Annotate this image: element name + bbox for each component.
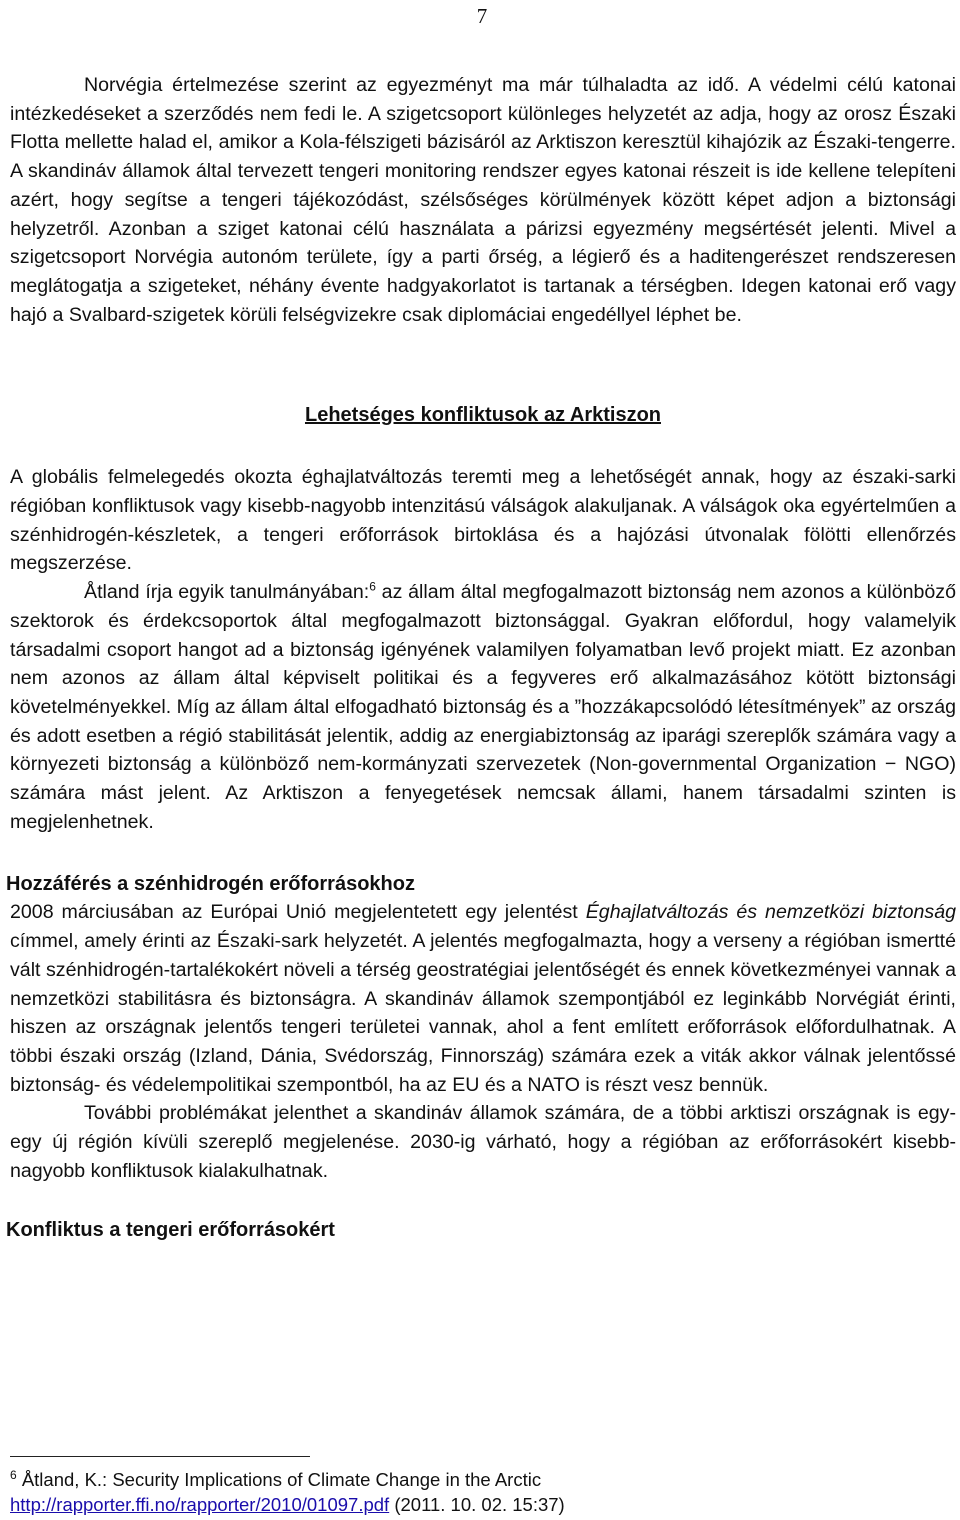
- footnote-citation: Åtland, K.: Security Implications of Climate Change in the Arctic: [16, 1469, 542, 1490]
- paragraph-svalbard: Norvégia értelmezése szerint az egyezményt ma már túlhaladta az idő. A védelmi célú katonai intézkedéseket a szerződés nem fedi le. A szigetcsoport különleges helyzetét az adja, hogy az orosz Északi Flotta mellette halad el, amikor a Kola-félszigeti bázisáról az Arktiszon keresztül kihajózik az Északi-tengerre. A skandináv államok által tervezett tengeri monitoring rendszer egyes katonai részeit is ide kellene telepíteni azért, hogy segítse a tengeri tájékozódást, szélsőséges körülmények között képet adjon a biztonsági helyzetről. Azonban a sziget katonai célú használata a párizsi egyezmény megsértését jelenti. Mivel a szigetcsoport Norvégia autonóm területe, így a parti őrség, a légierő és a haditengerészet rendszeresen meglátogatja a szigeteket, néhány évente hadgyakorlatot is tartanak a térségben. Idegen katonai erő vagy hajó a Svalbard-szigetek körüli felségvizekre csak diplomáciai engedéllyel léphet be.: [10, 74, 956, 326]
- paragraph-further-problems: További problémákat jelenthet a skandináv államok számára, de a többi arktiszi országnak is egy-egy új régión kívüli szereplő megjelenése. 2030-ig várható, hogy a régióban az erőforrásokért kisebb-nagyobb konfliktusok kialakulhatnak.: [10, 1102, 956, 1182]
- footnote-number: 6: [10, 1467, 17, 1482]
- report-title: Éghajlatváltozás és nemzetközi biztonság: [585, 901, 957, 924]
- paragraph-eu-report: [10, 898, 956, 1099]
- footnote-divider: [10, 1456, 310, 1457]
- section-title-conflicts: Lehetséges konfliktusok az Arktiszon: [304, 404, 661, 427]
- paragraph-eu-report-rest: címmel, amely érinti az Északi-sark helyzetét. A jelentés megfogalmazta, hogy a verseny a régióban ismertté vált szénhidrogén-tartalékokért növeli a térség geostratégiai jelentőségét és ennek következményei vannak a nemzetközi stabilitásra és biztonságra. A skandináv államok szempontjából ez leginkább Norvégiát érinti, hiszen az országnak jelentős tengeri területei vannak, ahol a fent említett erőforrások előfordulhatnak. A többi északi ország (Izland, Dánia, Svédország, Finnország) számára ezek a viták akkor válnak jelentőssé biztonság- és védelempolitikai szempontból, ha az EU és a NATO is részt vesz bennük.: [10, 930, 956, 1096]
- paragraph-eu-report-start: 2008 márciusában az Európai Unió megjelentetett egy jelentést: [10, 901, 586, 924]
- paragraph-atland: [10, 578, 956, 836]
- footnote-reference[interactable]: 6: [369, 579, 376, 594]
- heading-marine-resources: Konfliktus a tengeri erőforrásokért: [6, 1218, 335, 1241]
- page-number: 7: [476, 4, 488, 28]
- paragraph-atland-body: az állam által megfogalmazott biztonság nem azonos a különböző szektorok és érdekcsoportok által megfogalmazott biztonsággal. Gyakran előfordul, hogy valamelyik társadalmi csoport hangot ad a biztonság igényének valamilyen folyamatban levő projekt miatt. Ez azonban nem azonos az állam által képviselt politikai és a fegyveres erő alkalmazásához kötött biztonsági követelményekkel. Míg az állam által elfogadható biztonság és a ”hozzákapcsolódó létesítmények” az ország és adott esetben a régió stabilitását jelentik, addig az energiabiztonság az iparági szereplők számára vagy a környezeti biztonság a különböző nem-kormányzati szervezetek (Non-governmental Organization − NGO) számára mást jelent. Az Arktiszon a fenyegetések nemcsak állami, hanem társadalmi szinten is megjelenhetnek.: [10, 581, 956, 833]
- paragraph-global-warming: A globális felmelegedés okozta éghajlatváltozás teremti meg a lehetőségét annak, hogy az északi-sarki régióban konfliktusok vagy kisebb-nagyobb intenzitású válságok alakuljanak. A válságok oka egyértelműen a szénhidrogén-készletek, a tengeri erőforrások birtoklása és a hajózási útvonalak fölötti ellenőrzés megszerzése.: [10, 466, 956, 575]
- paragraph-atland-intro: Åtland írja egyik tanulmányában:: [84, 581, 370, 604]
- footnotes: [10, 1456, 956, 1517]
- document-body: [6, 71, 957, 1244]
- footnote-access-date: (2011. 10. 02. 15:37): [389, 1494, 565, 1515]
- footnote-6: [10, 1467, 956, 1517]
- heading-hydrocarbon-access: Hozzáférés a szénhidrogén erőforrásokhoz: [6, 873, 415, 896]
- footnote-link[interactable]: http://rapporter.ffi.no/rapporter/2010/01097.pdf: [10, 1494, 390, 1515]
